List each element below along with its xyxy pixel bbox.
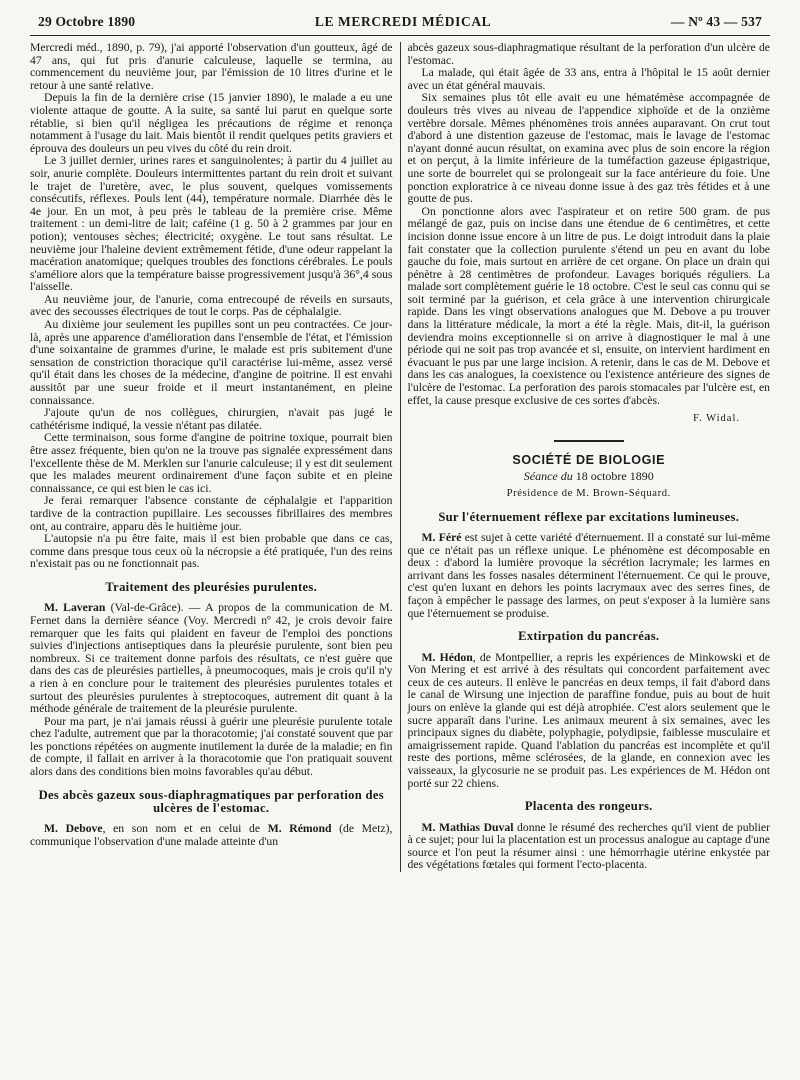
section-title-eternuement: Sur l'éternuement réflexe par excitations lumineuses. [438,509,740,524]
header-page-number: — Nº 43 — 537 [670,14,762,29]
header-date: 29 Octobre 1890 [38,14,136,29]
speaker-fere: M. Féré [421,531,462,544]
section-text: (Val-de-Grâce). — A propos de la communication de M. Fernet dans la dernière séance (Voy. Mercredi nº 42, je crois devoir faire remarquer que les faits qui plaident en faveur de l'emploi des ponctions suivies d'injections antiseptiques dans la pleurésie purulente, sont bien peu nombreux. Si ce traitement donne parfois des résultats, ce n'est guère que dans des cas de pleurésies partielles, à pneumocoques, mais je crois qu'il n'y a rien à en conclure pour le traitement des pleurésies purulentes totales et surtout des pleurésies purulentes à streptocoques, autrement dit quant à la méthode générale de traitement de la pleurésie purulente. [30,601,393,716]
society-heading: SOCIÉTÉ DE BIOLOGIE [512,452,666,467]
left-paragraph: Je ferai remarquer l'absence constante de céphalalgie et l'apparition tardive de la contraction pupillaire. Les secousses fibrillaires des membres ont, au contraire, apparu dès le huitième jour. [30,494,393,533]
header-journal-title: LE MERCREDI MÉDICAL [314,14,492,29]
two-column-body [30,36,770,872]
signature: F. Widal. [693,413,740,425]
section-text: , de Montpellier, a repris les expériences de Minkowski et de Von Mering et est arrivé à des résultats qui concordent parfaitement avec ceux de ces auteurs. Il enlève le pancréas en deux temps, il fait d'abord dans le canal de Wirsung une injection de paraffine fondue, puis au bout de huit jours on enlève la glande qui est déjà atrophiée. C'est alors seulement que le sucre apparaît dans l'urine. Les animaux meurent à six semaines, avec les principaux signes du diabète, polyphagie, polydipsie, faiblesse musculaire et amaigrissement rapide. Quand l'ablation du pancréas est incomplète et qu'il reste des portions, même sclérosées, de la glande, en connexion avec les vaisseaux, la glycosurie ne se produit pas. Les expériences de M. Hédon ont porté sur 22 chiens. [407,650,770,790]
section-text: donne le résumé des recherches qu'il vient de publier à ce sujet; pour lui la placentation est un processus analogue au captage d'une source et l'on peut la résumer ainsi : une hémorrhagie utérine enkystée par des végétations fœtales qui forment l'ecto-placenta. [407,820,771,872]
left-paragraph: L'autopsie n'a pu être faite, mais il est bien probable que dans ce cas, comme dans presque tous ceux où la nécropsie a été pratiquée, l'un des reins n'existait pas ou ne fonctionnait pas. [30,532,393,571]
left-paragraph: Depuis la fin de la dernière crise (15 janvier 1890), le malade a eu une violente attaque de goutte. A la suite, sa santé lui parut en quelque sorte rétablie, si bien qu'il négligea les précautions de régime et renonça notamment à l'usage du lait. Mais bientôt il rendit quelques petits graviers et éprouva des douleurs un peu vives du côté du rein droit. [30,91,393,155]
section-rule [554,440,624,442]
right-paragraph: La malade, qui était âgée de 33 ans, entra à l'hôpital le 15 août dernier avec un état général mauvais. [407,66,770,92]
section-title-pancreas: Extirpation du pancréas. [518,629,660,644]
speaker-duval: M. Mathias Duval [421,820,514,834]
left-paragraph: Cette terminaison, sous forme d'angine de poitrine toxique, pourrait bien être assez fréquente, bien qu'on ne la trouve pas signalée expressément dans l'excellente thèse de M. Merklen sur l'anurie calculeuse; il y est dit seulement que les malades meurent ordinairement d'une façon subite et en pleine connaissance, ce qui est bien le cas ici. [30,431,393,495]
right-paragraph: abcès gazeux sous-diaphragmatique résultant de la perforation d'un ulcère de l'estomac. [407,41,770,67]
speaker-laveran: M. Laveran [44,601,106,615]
speaker-debove: M. Debove [44,822,103,836]
left-paragraph: J'ajoute qu'un de nos collègues, chirurgien, n'avait pas jugé le cathétérisme indiqué, la vessie n'étant pas dilatée. [30,406,393,432]
seance-label: Séance du [523,469,573,484]
presidence-line: Présidence de M. Brown-Séquard. [506,488,671,499]
right-paragraph: On ponctionne alors avec l'aspirateur et on retire 500 gram. de pus mélangé de gaz, puis on incise dans une étendue de 6 centimètres, et cette incision donne issue encore à un litre de pus. Le doigt introduit dans la plaie fait constater que la collection purulente s'étend un peu en avant du lobe gauche du foie, mais surtout en arrière de cet organe. On place un drain qui pénètre à 28 centimètres de profondeur. Lavages boriqués réguliers. La malade sort complètement guérie le 18 octobre. C'est le seul cas connu qui se soit terminé par la guérison, et cela grâce à une intervention chirurgicale rapide. Dans les vingt observations analogues que M. Debove a pu trouver dans la littérature médicale, la mort a été la règle. Mais, dit-il, la guérison deviendra moins exceptionnelle si on arrive à diagnostiquer le mal à une période qui ne soit pas trop avancée et si, ensuite, on intervient hardiment en évacuant le pus par une large incision. A retenir, dans le cas de M. Debove et dans les cas analogues, la coexistence ou l'existence antérieure des signes de l'ulcère de l'estomac. La perforation des parois stomacales par l'ulcère est, en effet, la cause presque exclusive de ces sortes d'abcès. [407,204,770,407]
left-paragraph: Au dixième jour seulement les pupilles sont un peu contractées. Ce jour-là, après une apparence d'amélioration dans l'ensemble de l'état, et l'émission d'une soixantaine de grammes d'urine, le malade est pris subitement d'une sensation de constriction thoracique qu'il caractérise lui-même, assez versé qu'il était dans les choses de la médecine, d'angine de poitrine. Il est envahi aussitôt par une sueur froide et il meurt instantanément, en pleine connaissance. [30,318,393,407]
right-column [408,42,771,872]
seance-date: 18 octobre 1890 [572,469,654,484]
section-title-placenta: Placenta des rongeurs. [524,799,653,814]
left-paragraph: Au neuvième jour, de l'anurie, coma entrecoupé de réveils en sursauts, avec des secousses électriques de tout le corps. Pas de céphalalgie. [30,292,393,319]
right-paragraph: Six semaines plus tôt elle avait eu une hématémèse accompagnée de douleurs très vives au niveau de l'appendice xiphoïde et de la onzième vertèbre dorsale. Mêmes phénomènes trois années auparavant. On crut tout d'abord à une distention gazeuse de l'estomac, mais le lavage de l'estomac n'ayant donné aucun résultat, on examina avec plus de soin encore la région et on perçut, à la limite inférieure de la tuméfaction gazeuse épigastrique, une sorte de bourrelet qui se prolongeait sur la face antérieure du foie. Une ponction exploratrice à ce niveau donne issue à des gaz très fétides et à une goutte de pus. [407,91,770,206]
section-text: est sujet à cette variété d'éternuement. Il a constaté sur lui-même que ce n'était pas un réflexe unique. Le phénomène est décomposable en deux : d'abord la lumière provoque la sécrétion lacrymale; les larmes en arrivant dans les fosses nasales déterminent l'éternuement. Ce qui le prouve, c'est qu'en luxant en dehors les points lacrymaux avec des serres fines, de façon à empêcher le passage des larmes, on peut s'exposer à la lumière sans que l'éternuement se produise. [407,531,771,620]
section-title-pleuresies: Traitement des pleurésies purulentes. [105,579,318,594]
page-header [30,12,770,36]
column-divider [400,42,401,872]
seance-line [408,470,771,483]
left-paragraph: Pour ma part, je n'ai jamais réussi à guérir une pleurésie purulente totale chez l'adulte, autrement que par la thoracotomie; j'ai constaté souvent que par les ponctions répétées on augmente inutilement la durée de la maladie; en fin de compte, il fallait en arriver à la thoracotomie que l'on pratiquait souvent alors dans des conditions bien moins favorables qu'au début. [30,714,393,779]
speaker-hedon: M. Hédon [421,650,473,664]
left-paragraph: Le 3 juillet dernier, urines rares et sanguinolentes; à partir du 4 juillet au soir, anurie complète. Douleurs intermittentes partant du rein droit et suivant le trajet de l'uretère, avec, le plus souvent, quelques vomissements consécutifs, réflexes. Pouls lent (44), température normale. Diarrhée dès le 4e jour. En un mot, à peu près le tableau de la première crise. Même traitement : un demi-litre de lait; caféine (1 g. 50 à 2 grammes par jour en potion); ventouses sèches; électricité; oxygène. Le tout sans résultat. Le neuvième jour l'haleine devient extrêmement fétide, d'une odeur rappelant la macération anatomique; quelques troubles des fonctions cérébrales. Le pouls s'améliore alors que la température baisse progressivement jusqu'à 36°,4 sous l'aisselle. [30,154,393,294]
section-title-abces-gazeux: Des abcès gazeux sous-diaphragmatiques par perforation des ulcères de l'estomac. [38,787,384,816]
left-column [30,42,393,872]
section-text: , en son nom et en celui de [102,822,268,836]
section-text: (de Metz), communique l'observation d'une malade atteinte d'un [30,822,393,849]
speaker-remond: M. Rémond [267,822,332,836]
left-paragraph: Mercredi méd., 1890, p. 79), j'ai apporté l'observation d'un goutteux, âgé de 47 ans, qui fut pris d'anurie calculeuse, laquelle se termina, au commencement du neuvième jour, par l'émission de 10 litres d'urine et le retour à une santé relative. [30,41,393,92]
